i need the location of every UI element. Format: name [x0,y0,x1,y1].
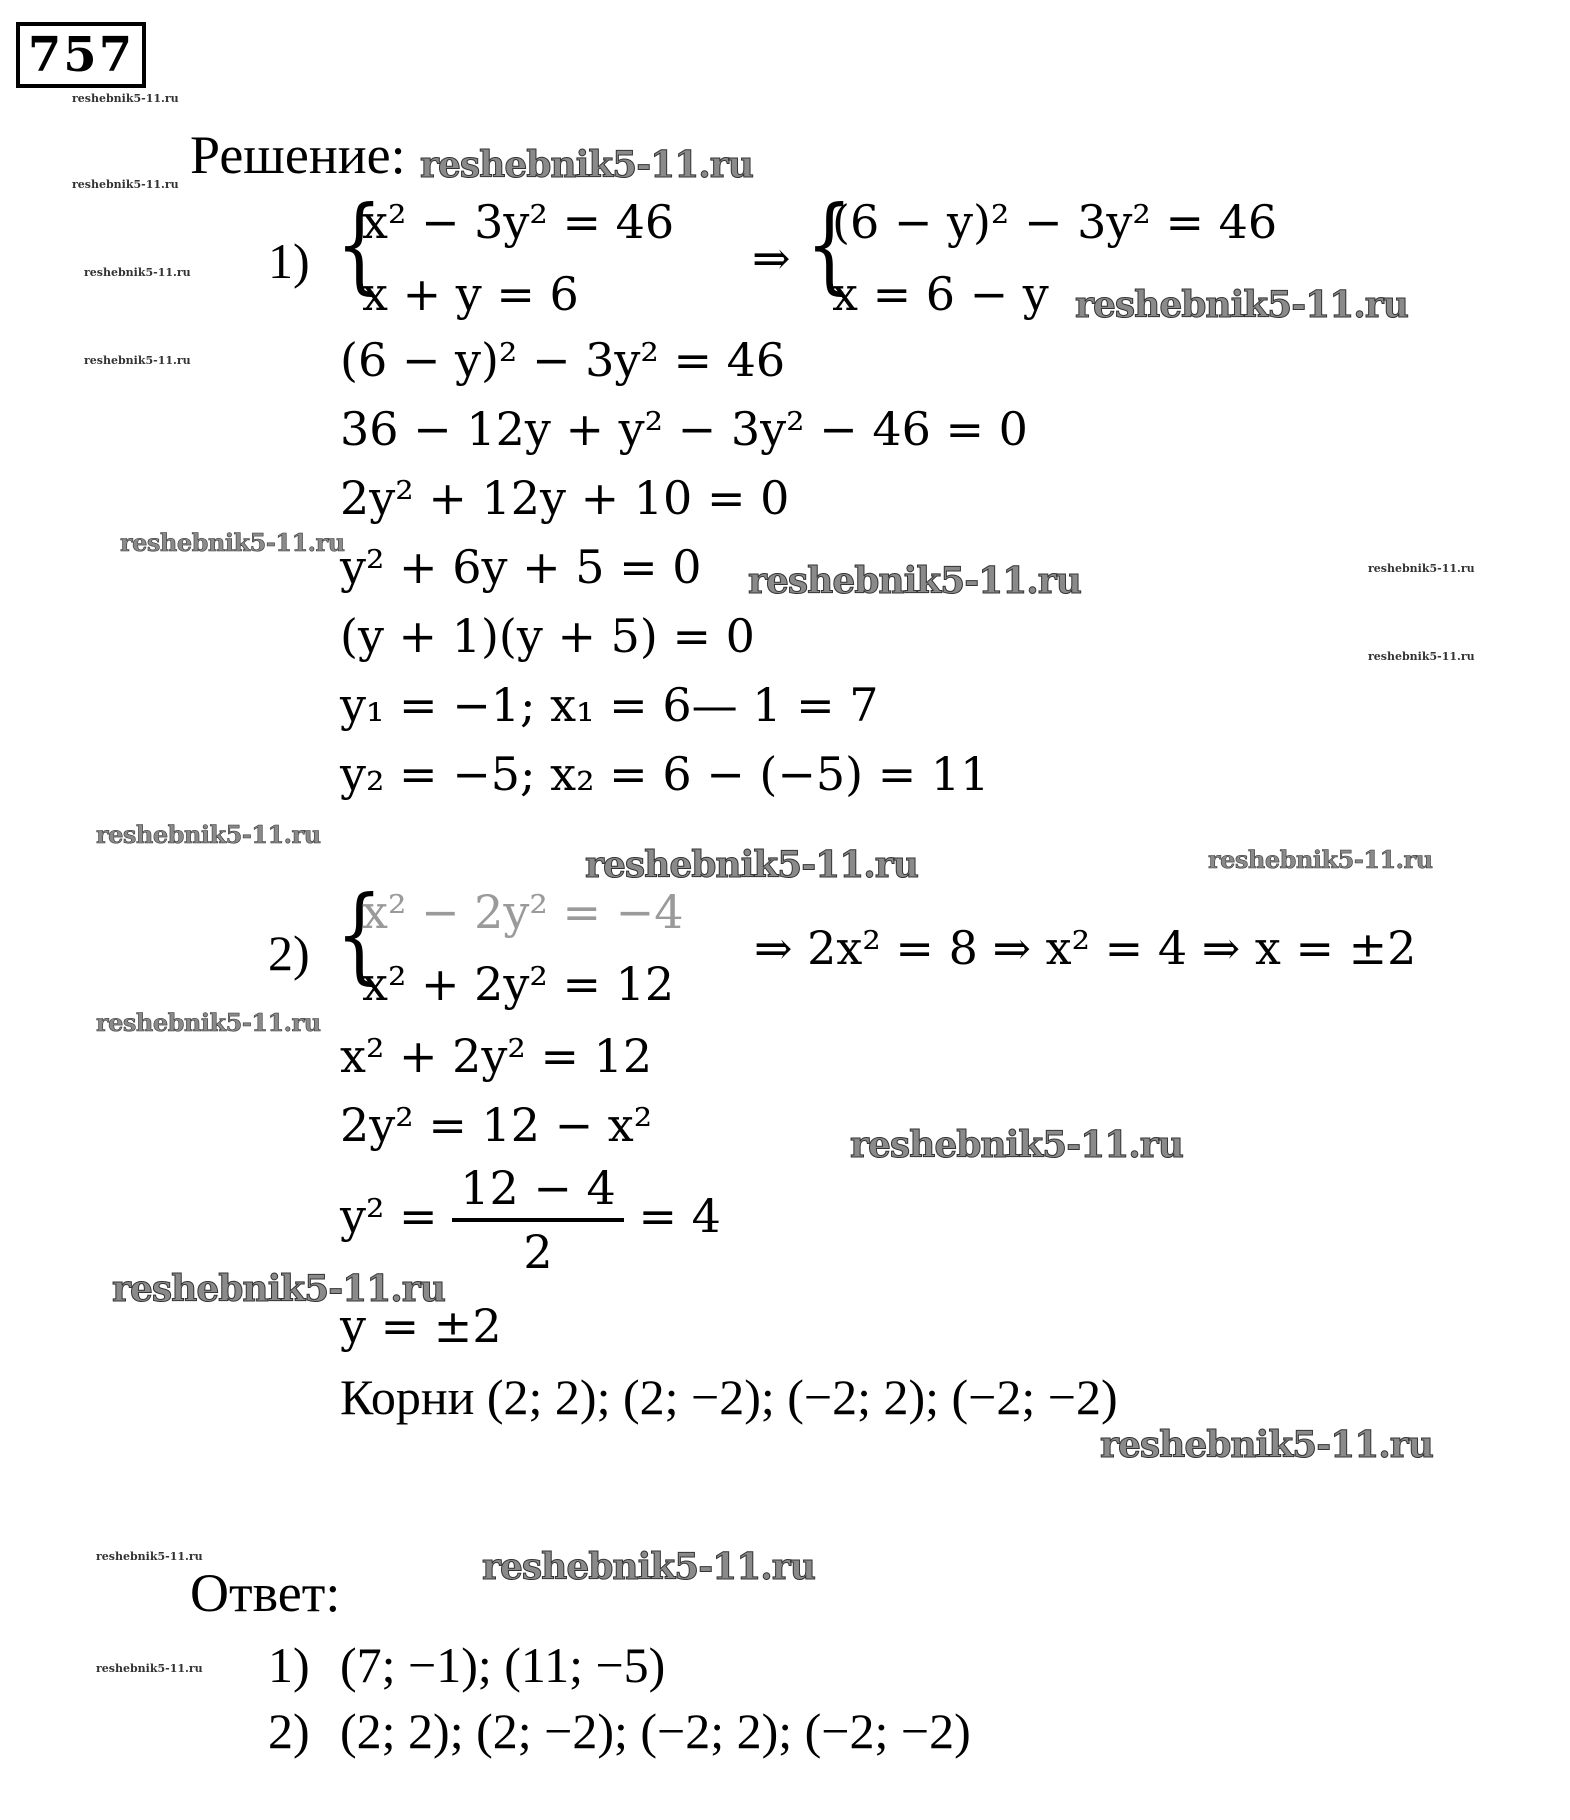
solution-heading: Решение: [190,125,406,185]
part1-step-6: y₁ = −1; x₁ = 6— 1 = 7 [340,678,879,732]
part1-step-4: y² + 6y + 5 = 0 [340,540,702,594]
part1-label: 1) [268,233,310,289]
fraction [452,1162,624,1278]
answer-2-value: (2; 2); (2; −2); (−2; 2); (−2; −2) [340,1703,971,1759]
watermark: reshebnik5-11.ru [420,144,753,186]
watermark: reshebnik5-11.ru [120,528,345,557]
part2-step-1: x² + 2y² = 12 [340,1029,653,1083]
part1-system-left-eq1: x² − 3y² = 46 [362,195,675,249]
part2-y-result: y = ±2 [340,1299,502,1353]
watermark: reshebnik5-11.ru [96,1008,321,1037]
part1-system-right-eq2: x = 6 − y [832,267,1049,321]
fraction-equation [340,1162,721,1278]
fraction-numerator: 12 − 4 [452,1162,624,1222]
part1-step-1: (6 − y)² − 3y² = 46 [340,333,786,387]
part2-system-eq2: x² + 2y² = 12 [362,957,675,1011]
part1-step-3: 2y² + 12y + 10 = 0 [340,471,790,525]
watermark: reshebnik5-11.ru [482,1546,815,1588]
watermark: reshebnik5-11.ru [96,820,321,849]
watermark: reshebnik5-11.ru [850,1124,1183,1166]
part1-step-2: 36 − 12y + y² − 3y² − 46 = 0 [340,402,1028,456]
fraction-denominator: 2 [523,1225,553,1279]
fraction-rhs: = 4 [638,1189,721,1243]
part1-step-5: (y + 1)(y + 5) = 0 [340,609,755,663]
part2-derivation: ⇒ 2x² = 8 ⇒ x² = 4 ⇒ x = ±2 [754,921,1417,975]
watermark: reshebnik5-11.ru [112,1268,445,1310]
left-brace-icon: { [806,183,853,305]
answer-heading: Ответ: [190,1563,341,1623]
part2-label: 2) [268,925,310,981]
watermark: reshebnik5-11.ru [1368,562,1475,575]
watermark: reshebnik5-11.ru [72,178,179,191]
part1-system-right-eq1: (6 − y)² − 3y² = 46 [832,195,1278,249]
watermark: reshebnik5-11.ru [1100,1424,1433,1466]
watermark: reshebnik5-11.ru [84,354,191,367]
watermark: reshebnik5-11.ru [96,1662,203,1675]
implies-arrow: ⇒ [752,231,791,285]
part2-roots: Корни (2; 2); (2; −2); (−2; 2); (−2; −2) [340,1369,1118,1425]
answer-1-value: (7; −1); (11; −5) [340,1637,666,1693]
part2-step-2: 2y² = 12 − x² [340,1098,653,1152]
watermark: reshebnik5-11.ru [585,844,918,886]
part2-system-eq1: x² − 2y² = −4 [362,885,684,939]
part1-system-left-eq2: x + y = 6 [362,267,579,321]
watermark: reshebnik5-11.ru [1208,845,1433,874]
left-brace-icon: { [336,873,383,995]
left-brace-icon: { [336,183,383,305]
fraction-lhs: y² = [340,1189,438,1243]
part1-step-7: y₂ = −5; x₂ = 6 − (−5) = 11 [340,747,990,801]
problem-number: 757 [16,22,146,88]
watermark: reshebnik5-11.ru [748,560,1081,602]
answer-1-label: 1) [268,1637,310,1693]
watermark: reshebnik5-11.ru [84,266,191,279]
answer-2-label: 2) [268,1703,310,1759]
watermark: reshebnik5-11.ru [72,92,179,105]
watermark: reshebnik5-11.ru [1075,284,1408,326]
watermark: reshebnik5-11.ru [1368,650,1475,663]
watermark: reshebnik5-11.ru [96,1550,203,1563]
